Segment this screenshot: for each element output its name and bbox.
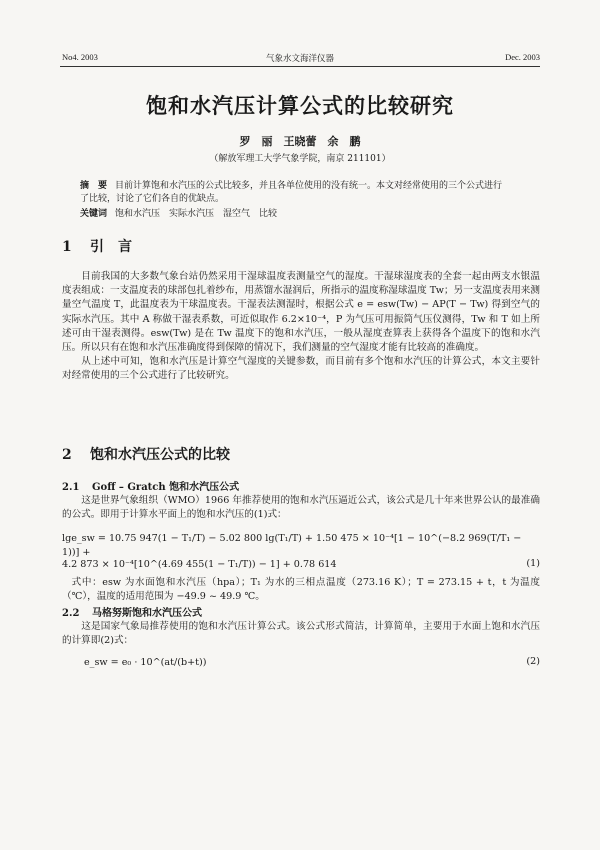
affiliation: （解放军理工大学气象学院，南京 211101） [209,154,391,164]
journal-issue: No4. 2003 [62,52,98,62]
equation-1-line-2: 4.2 873 × 10⁻⁴[10^(4.69 455(1 − T₁/T)) − 1] + 0.78 614 [62,559,337,570]
paragraph: 这是国家气象局推荐使用的饱和水汽压计算公式。该公式形式简洁，计算简单，主要用于水面上饱和水汽压的计算即(2)式： [62,621,540,647]
subsection-2-2-title: 马格努斯饱和水汽压公式 [92,608,202,619]
paragraph: 式中：esw 为水面饱和水汽压（hpa）；T₁ 为水的三相点温度（273.16 K）；T = 273.15 + t，t 为温度（℃），温度的适用范围为 −49.9 ~ 49.9 ℃。 [62,577,540,603]
keywords-label: 关键词 [80,209,108,219]
subsection-2-1-title: Goff – Gratch 饱和水汽压公式 [92,482,240,493]
subsection-2-1-heading [62,478,239,493]
paragraph: 从上述中可知，饱和水汽压是计算空气湿度的关键参数，而目前有多个饱和水汽压的计算公式，本文主要针对经常使用的三个公式进行了比较研究。 [62,356,540,382]
journal-date: Dec. 2003 [505,52,540,62]
section-1-heading [62,236,132,256]
paragraph: 这是世界气象组织（WMO）1966 年推荐使用的饱和水汽压逼近公式，该公式是几十年来世界公认的最准确的公式。即用于计算水平面上的饱和水汽压的(1)式： [62,495,540,521]
section-1-number: 1 [62,239,72,255]
authors: 罗 丽 王晓蕾 余 鹏 [239,135,361,148]
abstract-text: 目前计算饱和水汽压的公式比较多，并且各单位使用的没有统一。本文对经常使用的三个公式进行了比较，讨论了它们各自的优缺点。 [80,181,503,204]
paper-title: 饱和水汽压计算公式的比较研究 [146,93,454,118]
abstract-label: 摘 要 [80,181,108,191]
equation-2: e_sw = e₀ · 10^(at/(b+t)) [84,657,207,668]
section-1-title: 引 言 [90,239,132,255]
equation-1-number: (1) [526,558,540,569]
section-2-heading [62,444,230,464]
keywords-text: 饱和水汽压 实际水汽压 湿空气 比较 [115,209,278,219]
equation-1-line-1: lge_sw = 10.75 947(1 − T₁/T) − 5.02 800 lg(T₁/T) + 1.50 475 × 10⁻⁴[1 − 10^(−8.2 969(T/T₁ − 1))] + [62,533,522,558]
subsection-2-2-number: 2.2 [62,608,80,619]
subsection-2-2-heading [62,604,202,619]
section-2-title: 饱和水汽压公式的比较 [90,447,230,463]
subsection-2-1-number: 2.1 [62,482,80,493]
subsection-2-2-body [62,620,540,648]
equation-2-number: (2) [526,656,540,667]
keywords [80,208,510,221]
journal-name: 气象水文海洋仪器 [265,53,334,63]
equation-1-note [62,576,540,604]
section-2-number: 2 [62,447,72,463]
header-rule [60,66,540,67]
paragraph: 目前我国的大多数气象台站仍然采用干湿球温度表测量空气的湿度。干湿球湿度表的全套一起由两支水银温度表组成：一支温度表的球部包扎着纱布，用蒸馏水湿润后，所指示的温度称湿球温度 Tw；另一支温度表用来测量空气温度 T，此温度表为干球温度表。干湿表法测湿时，根据公式 e = esw(Tw) − AP(T − Tw) 得到空气的实际水汽压。其中 A 称做干湿表系数，可近似取作 6.2×10⁻⁴，P 为气压可用振筒气压仪测得，Tw 和 T 如上所述可由干湿表测得。esw(Tw) 是在 Tw 温度下的饱和水汽压，一般从湿度查算表上获得各个温度下的饱和水汽压。所以只有在饱和水汽压准确度得到保障的情况下，我们测量的空气湿度才能有比较高的准确度。 [62,271,540,354]
subsection-2-1-body [62,494,540,522]
abstract [80,180,510,206]
section-1-body [62,270,540,384]
